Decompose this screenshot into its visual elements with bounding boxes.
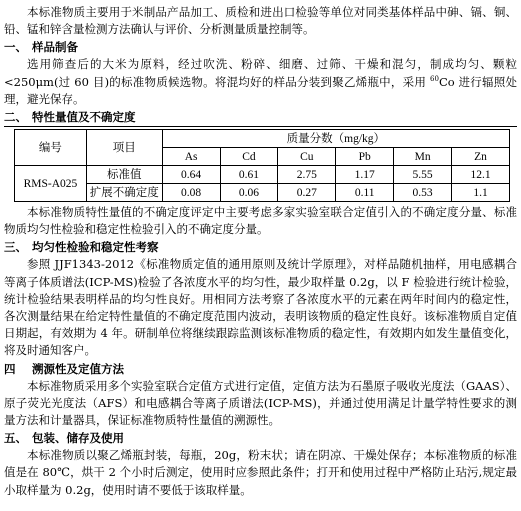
isotope-superscript: 60 [430,74,439,83]
value-cell: 0.53 [394,184,452,202]
element-header: Zn [452,148,510,166]
value-cell: 0.06 [220,184,278,202]
section-4-heading [4,361,517,378]
section-5-title: 包装、储存及使用 [32,431,124,446]
section-2-heading [4,109,517,127]
section-3-heading [4,239,517,256]
value-cell: 1.17 [336,166,394,184]
element-header: As [162,148,220,166]
section-1-body [4,56,517,108]
section-1-heading [4,39,517,56]
value-cell: 1.1 [452,184,510,202]
element-header: Cd [220,148,278,166]
table-header-row [15,130,510,148]
section-2-title: 特性量值及不确定度 [32,110,136,125]
section-1-title: 样品制备 [32,40,78,55]
table-row [15,184,510,202]
value-cell: 0.11 [336,184,394,202]
section-4-title: 溯源性及定值方法 [32,361,124,376]
table-row [15,166,510,184]
row-label: 标准值 [86,166,162,184]
section-5-body: 本标准物质以聚乙烯瓶封装，每瓶，20g，粉末状；请在阴凉、干燥处保存；本标准物质的标准值是在 80℃，烘干 2 个小时后测定，使用时应参照此条件；打开和使用过程中严格防止玷污,规定最小取样量为 0.2g，使用时请不要低于该取样量。 [4,448,517,497]
value-cell: 12.1 [452,166,510,184]
section-4-number: 四 [4,361,16,376]
section-5-number: 五、 [4,431,27,446]
row-label: 扩展不确定度 [86,184,162,202]
element-header: Pb [336,148,394,166]
section-4-body: 本标准物质采用多个实验室联合定值方式进行定值，定值方法为石墨原子吸收光度法（GAAS）、原子荧光光度法（AFS）和电感耦合等离子质谱法(ICP-MS)，并通过使用满足计量学特性要求的测量方法和计量器具，保证标准物质特性量值的溯源性。 [4,378,517,428]
section-3-title: 均匀性检验和稳定性考察 [32,240,159,255]
section-2-number: 二、 [4,110,27,125]
sample-id-cell: RMS-A025 [15,166,87,202]
section-3-body: 参照 JJF1343-2012《标准物质定值的通用原则及统计学原理》，对样品随机抽样，用电感耦合等离子体质谱法(ICP-MS)检验了各浓度水平的均匀性，最少取样量 0.2g，以 F 检验进行统计检验，统计检验结果表明样品的均匀性良好。用相同方法考察了各浓度水平的元素在两年时间内的稳定性，各次测量结果在给定特性量值的不确定度范围内波动，表明该物质的稳定性良好。该标准物质自定值日期起，有效期为 4 年。研制单位将继续跟踪监测该标准物质的稳定性，有效期内如发生量值变化，将及时通知客户。 [4,257,517,358]
header-id: 编号 [15,130,87,166]
section-1-number: 一、 [4,40,27,55]
value-cell: 0.64 [162,166,220,184]
header-item: 项目 [86,130,162,166]
table-note-paragraph: 本标准物质特性量值的不确定度评定中主要考虑多家实验室联合定值引入的不确定度分量、标准物质均匀性检验和稳定性检验引入的不确定度分量。 [4,205,517,237]
value-cell: 5.55 [394,166,452,184]
value-cell: 0.27 [278,184,336,202]
intro-paragraph: 本标准物质主要用于米制品产品加工、质检和进出口检验等单位对同类基体样品中砷、镉、铜、铅、锰和锌含量检测方法确认与评价、分析测量质量控制等。 [4,5,517,37]
certified-values-table [14,129,510,202]
section-1-body-post: Co 进行辐照处理，避光保存。 [4,74,517,106]
value-cell: 2.75 [278,166,336,184]
value-cell: 0.08 [162,184,220,202]
section-1-body-pre: 选用筛查后的大米为原料，经过吹洗、粉碎、细磨、过筛、干燥和混匀，制成均匀、颗粒<250μm(过 60 目)的标准物质候选物。将混均好的样品分装到聚乙烯瓶中，采用 [4,57,517,89]
element-header: Mn [394,148,452,166]
section-3-number: 三、 [4,240,27,255]
element-header: Cu [278,148,336,166]
value-cell: 0.61 [220,166,278,184]
section-5-heading [4,430,517,447]
header-group: 质量分数（mg/kg） [162,130,509,148]
